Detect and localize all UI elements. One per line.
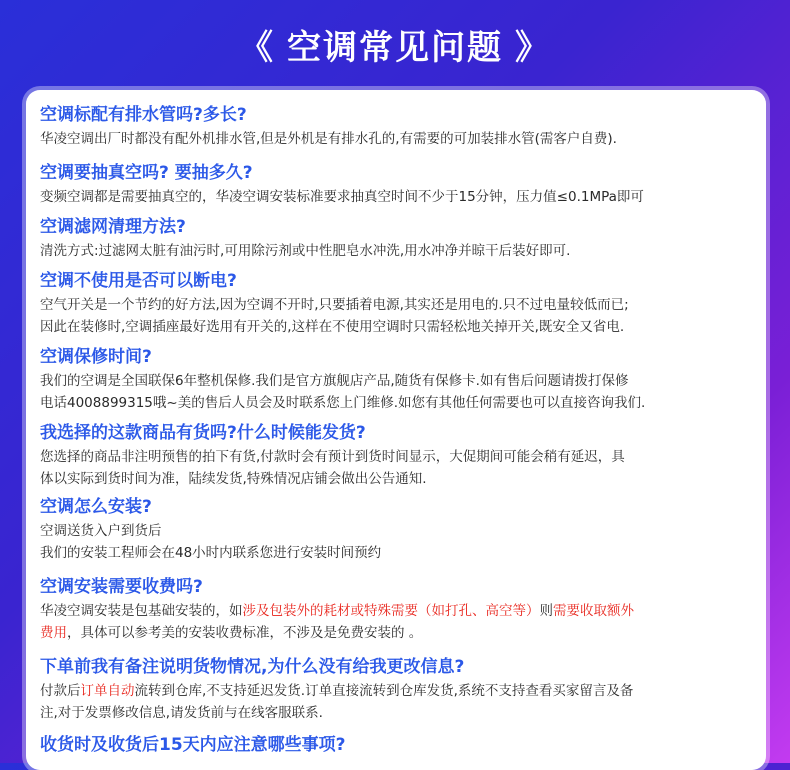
faq-answer bbox=[40, 294, 752, 338]
title-left-mark: 《 bbox=[239, 27, 275, 68]
faq-answer bbox=[40, 370, 752, 414]
answer-highlight: 涉及包装外的耗材或特殊需要（如打孔、高空等） bbox=[242, 603, 540, 619]
faq-question: 我选择的这款商品有货吗?什么时候能发货? bbox=[40, 423, 366, 443]
answer-text: 华凌空调安装是包基础安装的，如 bbox=[40, 603, 243, 619]
faq-answer bbox=[40, 600, 752, 644]
faq-item bbox=[40, 656, 752, 724]
faq-item bbox=[40, 216, 752, 262]
answer-line: 电话4008899315哦~美的售后人员会及时联系您上门维修.如您有其他任何需要也可以直接咨询我们. bbox=[40, 395, 646, 411]
faq-item bbox=[40, 346, 752, 414]
faq-question: 收货时及收货后15天内应注意哪些事项? bbox=[40, 735, 346, 755]
faq-item bbox=[40, 162, 752, 208]
faq-question: 空调要抽真空吗? 要抽多久? bbox=[40, 163, 253, 183]
answer-line: 变频空调都是需要抽真空的，华凌空调安装标准要求抽真空时间不少于15分钟，压力值≤0.1MPa即可 bbox=[40, 189, 644, 205]
answer-line: 因此在装修时,空调插座最好选用有开关的,这样在不使用空调时只需轻松地关掉开关,既安全又省电. bbox=[40, 319, 625, 335]
faq-answer bbox=[40, 520, 752, 564]
faq-item bbox=[40, 496, 752, 564]
answer-highlight: 订单自动 bbox=[80, 683, 135, 699]
faq-question: 空调怎么安装? bbox=[40, 497, 152, 517]
faq-question: 空调不使用是否可以断电? bbox=[40, 271, 237, 291]
answer-text: 付款后 bbox=[40, 683, 81, 699]
answer-highlight: 费用 bbox=[40, 625, 67, 641]
faq-answer bbox=[40, 240, 752, 262]
faq-question: 下单前我有备注说明货物情况,为什么没有给我更改信息? bbox=[40, 657, 465, 677]
answer-text: 流转到仓库,不支持延迟发货.订单直接流转到仓库发货,系统不支持查看买家留言及备 bbox=[134, 683, 634, 699]
page-title: 空调常见问题 bbox=[287, 27, 503, 68]
faq-question: 空调标配有排水管吗?多长? bbox=[40, 105, 247, 125]
faq-panel bbox=[26, 90, 766, 770]
faq-item bbox=[40, 104, 752, 150]
faq-answer bbox=[40, 680, 752, 724]
faq-answer bbox=[40, 128, 752, 150]
faq-item bbox=[40, 422, 752, 490]
faq-question: 空调安装需要收费吗? bbox=[40, 577, 203, 597]
answer-text: ，具体可以参考美的安装收费标准，不涉及是免费安装的 。 bbox=[67, 625, 423, 641]
answer-text: 则 bbox=[539, 603, 553, 619]
answer-line: 空气开关是一个节约的好方法,因为空调不开时,只要插着电源,其实还是用电的.只不过电量较低而已; bbox=[40, 297, 629, 313]
faq-question: 空调滤网清理方法? bbox=[40, 217, 186, 237]
answer-highlight: 需要收取额外 bbox=[553, 603, 634, 619]
faq-answer bbox=[40, 446, 752, 490]
answer-text: 注,对于发票修改信息,请发货前与在线客服联系. bbox=[40, 705, 323, 721]
faq-item bbox=[40, 270, 752, 338]
answer-line: 我们的空调是全国联保6年整机保修.我们是官方旗舰店产品,随货有保修卡.如有售后问题请拨打保修 bbox=[40, 373, 629, 389]
page-header bbox=[0, 0, 790, 88]
faq-item bbox=[40, 734, 752, 756]
answer-line: 清洗方式:过滤网太脏有油污时,可用除污剂或中性肥皂水冲洗,用水冲净并晾干后装好即可. bbox=[40, 243, 571, 259]
answer-line: 空调送货入户到货后 bbox=[40, 523, 162, 539]
answer-line: 您选择的商品非注明预售的拍下有货,付款时会有预计到货时间显示，大促期间可能会稍有延迟，具 bbox=[40, 449, 625, 465]
faq-item bbox=[40, 576, 752, 644]
answer-line: 体以实际到货时间为准，陆续发货,特殊情况店铺会做出公告通知. bbox=[40, 471, 427, 487]
answer-line: 我们的安装工程师会在48小时内联系您进行安装时间预约 bbox=[40, 545, 382, 561]
faq-answer bbox=[40, 186, 752, 208]
title-right-mark: 》 bbox=[515, 27, 551, 68]
answer-line: 华凌空调出厂时都没有配外机排水管,但是外机是有排水孔的,有需要的可加装排水管(需客户自费). bbox=[40, 131, 617, 147]
faq-question: 空调保修时间? bbox=[40, 347, 152, 367]
